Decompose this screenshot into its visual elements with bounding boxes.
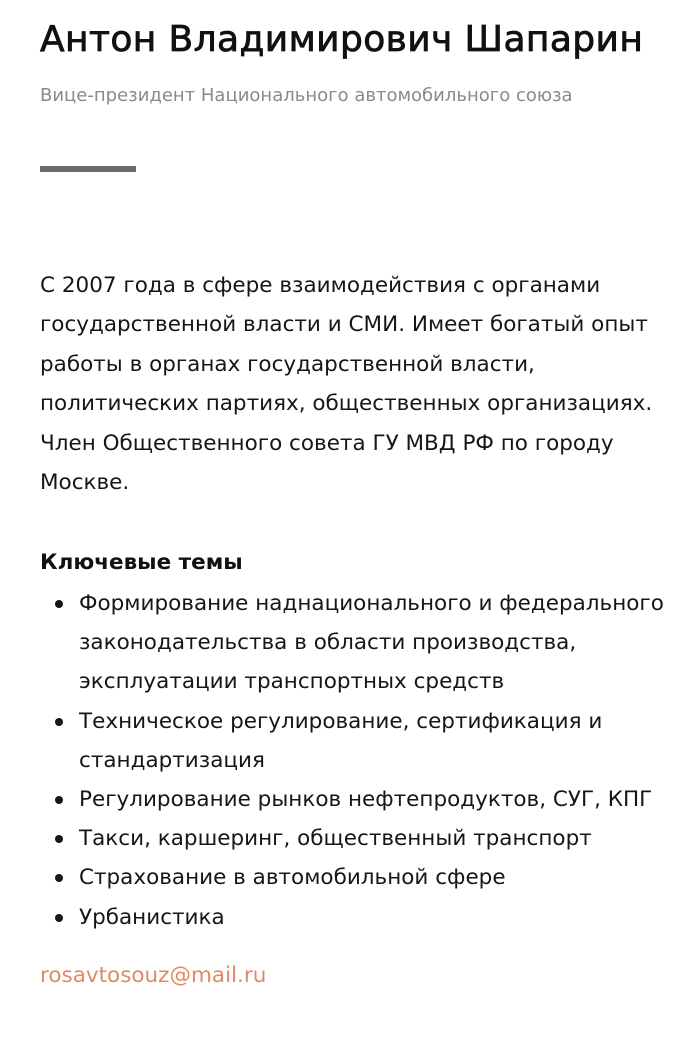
topic-text: Регулирование рынков нефтепродуктов, СУГ, КПГ (79, 787, 653, 813)
bullet-icon (55, 600, 63, 608)
bullet-icon (55, 796, 63, 804)
topic-item (40, 858, 680, 897)
email-link[interactable]: rosavtosouz@mail.ru (40, 963, 267, 988)
topic-text: Страхование в автомобильной сфере (79, 865, 506, 891)
bullet-icon (55, 914, 63, 922)
topic-item (40, 584, 680, 702)
topic-item (40, 819, 680, 858)
bullet-icon (55, 718, 63, 726)
bio-text: С 2007 года в сфере взаимодействия с органами государственной власти и СМИ. Имеет богатый опыт работы в органах государственной власти, политических партиях, общественных организациях. Член Общественного совета ГУ МВД РФ по городу Москве. (40, 273, 653, 496)
bullet-icon (55, 835, 63, 843)
person-position: Вице-президент Национального автомобильного союза (40, 85, 573, 106)
topic-text: Такси, каршеринг, общественный транспорт (79, 826, 592, 852)
divider (40, 166, 136, 172)
key-topics-heading: Ключевые темы (40, 550, 243, 575)
topic-text: Урбанистика (79, 904, 225, 930)
topic-item (40, 898, 680, 937)
person-name: Антон Владимирович Шапарин (40, 19, 644, 60)
topic-text: Формирование наднационального и федерального законодательства в области производства, эксплуатации транспортных средств (79, 591, 664, 695)
topic-text: Техническое регулирование, сертификация и стандартизация (79, 708, 603, 773)
topic-item (40, 702, 680, 780)
topic-item (40, 780, 680, 819)
key-topics-list (40, 584, 680, 937)
bullet-icon (55, 874, 63, 882)
